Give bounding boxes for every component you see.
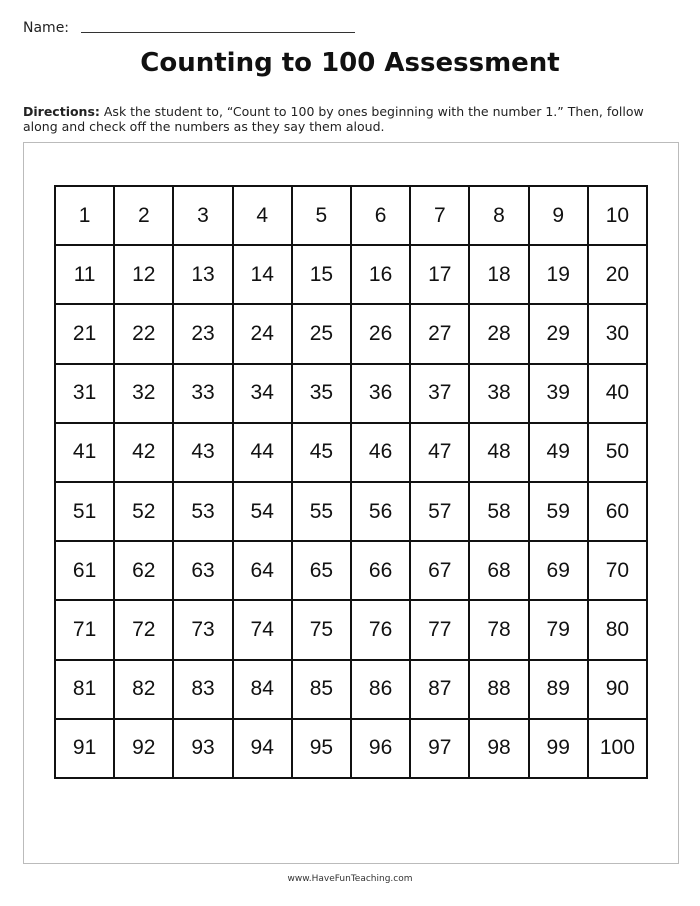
number-cell[interactable]: 10 [589,187,648,246]
number-cell[interactable]: 53 [174,483,233,542]
number-cell[interactable]: 32 [115,365,174,424]
number-cell[interactable]: 3 [174,187,233,246]
number-cell[interactable]: 73 [174,601,233,660]
number-cell[interactable]: 75 [293,601,352,660]
number-cell[interactable]: 58 [470,483,529,542]
number-cell[interactable]: 77 [411,601,470,660]
number-cell[interactable]: 72 [115,601,174,660]
number-cell[interactable]: 24 [234,305,293,364]
number-cell[interactable]: 62 [115,542,174,601]
number-cell[interactable]: 59 [530,483,589,542]
number-cell[interactable]: 90 [589,661,648,720]
number-cell[interactable]: 93 [174,720,233,779]
number-cell[interactable]: 47 [411,424,470,483]
number-cell[interactable]: 40 [589,365,648,424]
number-cell[interactable]: 86 [352,661,411,720]
number-cell[interactable]: 68 [470,542,529,601]
number-cell[interactable]: 22 [115,305,174,364]
number-cell[interactable]: 6 [352,187,411,246]
number-cell[interactable]: 81 [56,661,115,720]
number-cell[interactable]: 94 [234,720,293,779]
number-cell[interactable]: 12 [115,246,174,305]
number-cell[interactable]: 50 [589,424,648,483]
number-cell[interactable]: 13 [174,246,233,305]
number-cell[interactable]: 79 [530,601,589,660]
number-cell[interactable]: 23 [174,305,233,364]
number-cell[interactable]: 30 [589,305,648,364]
number-cell[interactable]: 85 [293,661,352,720]
directions [23,104,679,134]
number-cell[interactable]: 36 [352,365,411,424]
number-cell[interactable]: 44 [234,424,293,483]
number-cell[interactable]: 66 [352,542,411,601]
number-cell[interactable]: 61 [56,542,115,601]
name-label: Name: [23,20,70,36]
number-cell[interactable]: 82 [115,661,174,720]
number-cell[interactable]: 88 [470,661,529,720]
number-cell[interactable]: 84 [234,661,293,720]
number-cell[interactable]: 5 [293,187,352,246]
number-cell[interactable]: 33 [174,365,233,424]
number-cell[interactable]: 38 [470,365,529,424]
number-cell[interactable]: 76 [352,601,411,660]
number-cell[interactable]: 42 [115,424,174,483]
name-field-row [23,20,355,36]
number-cell[interactable]: 69 [530,542,589,601]
number-cell[interactable]: 65 [293,542,352,601]
number-cell[interactable]: 55 [293,483,352,542]
number-cell[interactable]: 29 [530,305,589,364]
number-cell[interactable]: 25 [293,305,352,364]
number-cell[interactable]: 78 [470,601,529,660]
number-cell[interactable]: 34 [234,365,293,424]
number-cell[interactable]: 7 [411,187,470,246]
number-cell[interactable]: 2 [115,187,174,246]
number-cell[interactable]: 14 [234,246,293,305]
number-cell[interactable]: 89 [530,661,589,720]
number-cell[interactable]: 63 [174,542,233,601]
name-blank-line[interactable] [81,32,355,33]
number-cell[interactable]: 99 [530,720,589,779]
number-cell[interactable]: 35 [293,365,352,424]
number-cell[interactable]: 45 [293,424,352,483]
number-cell[interactable]: 31 [56,365,115,424]
number-cell[interactable]: 64 [234,542,293,601]
number-cell[interactable]: 95 [293,720,352,779]
number-cell[interactable]: 16 [352,246,411,305]
number-cell[interactable]: 21 [56,305,115,364]
number-cell[interactable]: 80 [589,601,648,660]
number-cell[interactable]: 74 [234,601,293,660]
number-cell[interactable]: 91 [56,720,115,779]
number-cell[interactable]: 39 [530,365,589,424]
number-cell[interactable]: 96 [352,720,411,779]
number-cell[interactable]: 43 [174,424,233,483]
directions-text: Ask the student to, “Count to 100 by ones beginning with the number 1.” Then, follow along and check off the numbers as they say them aloud. [23,104,644,134]
number-cell[interactable]: 67 [411,542,470,601]
number-cell[interactable]: 70 [589,542,648,601]
page-title: Counting to 100 Assessment [140,48,560,78]
number-cell[interactable]: 20 [589,246,648,305]
number-cell[interactable]: 18 [470,246,529,305]
number-cell[interactable]: 4 [234,187,293,246]
number-cell[interactable]: 71 [56,601,115,660]
number-cell[interactable]: 52 [115,483,174,542]
number-cell[interactable]: 51 [56,483,115,542]
number-cell[interactable]: 15 [293,246,352,305]
number-cell[interactable]: 41 [56,424,115,483]
number-cell[interactable]: 92 [115,720,174,779]
directions-label: Directions: [23,104,100,119]
number-cell[interactable]: 1 [56,187,115,246]
number-cell[interactable]: 60 [589,483,648,542]
number-cell[interactable]: 27 [411,305,470,364]
number-cell[interactable]: 56 [352,483,411,542]
number-cell[interactable]: 49 [530,424,589,483]
number-cell[interactable]: 57 [411,483,470,542]
number-cell[interactable]: 17 [411,246,470,305]
number-cell[interactable]: 28 [470,305,529,364]
number-cell[interactable]: 54 [234,483,293,542]
number-cell[interactable]: 37 [411,365,470,424]
number-cell[interactable]: 100 [589,720,648,779]
number-cell[interactable]: 8 [470,187,529,246]
number-cell[interactable]: 48 [470,424,529,483]
number-cell[interactable]: 26 [352,305,411,364]
number-cell[interactable]: 19 [530,246,589,305]
number-cell[interactable]: 97 [411,720,470,779]
number-cell[interactable]: 9 [530,187,589,246]
hundreds-chart-grid [54,185,648,779]
footer-url: www.HaveFunTeaching.com [287,874,413,884]
number-cell[interactable]: 11 [56,246,115,305]
number-cell[interactable]: 98 [470,720,529,779]
number-cell[interactable]: 46 [352,424,411,483]
number-cell[interactable]: 83 [174,661,233,720]
number-cell[interactable]: 87 [411,661,470,720]
